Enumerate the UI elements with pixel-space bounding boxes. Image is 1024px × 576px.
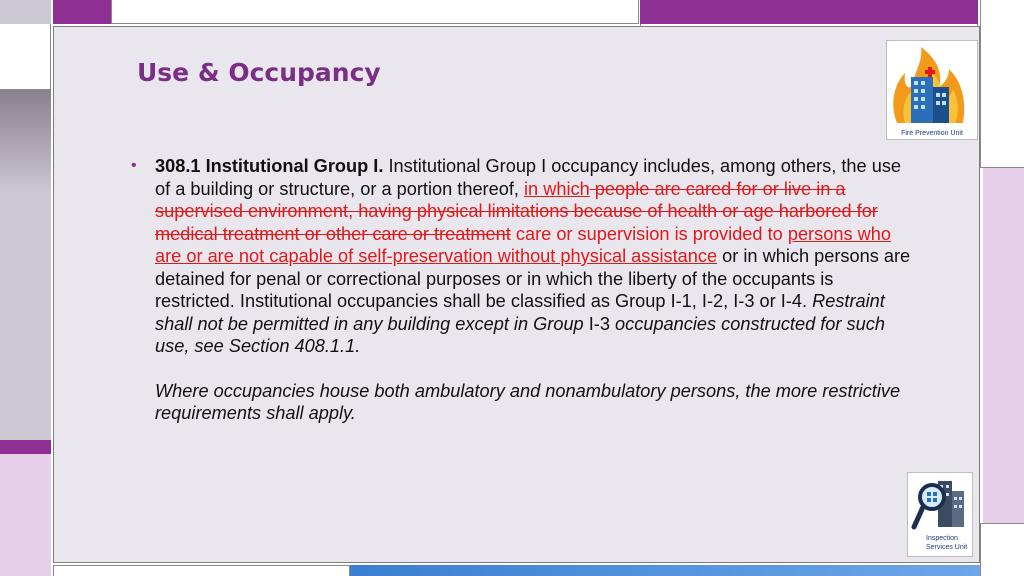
inserted-text-in-which: in which <box>524 178 590 199</box>
slide-title: Use & Occupancy <box>137 58 381 87</box>
deco-gray-left-mid <box>0 90 51 440</box>
paragraph-ambulatory: Where occupancies house both ambulatory and nonambulatory persons, the more restrictive requirements shall apply. <box>155 380 901 423</box>
inspection-caption-line2: Services Unit <box>926 544 968 551</box>
deco-pink-right <box>983 168 1024 523</box>
deco-white-bottom-left <box>53 565 350 576</box>
deco-white-right-bottom <box>980 523 1024 576</box>
inspection-caption-line1: Inspection <box>926 535 958 542</box>
text-middle: care or supervision is provided to <box>510 223 788 244</box>
bullet-marker: • <box>131 157 137 174</box>
deco-pink-left <box>0 454 51 576</box>
fire-building-icon <box>887 43 977 127</box>
text-i3: I-3 <box>588 313 610 334</box>
deco-purple-top-right <box>640 0 978 24</box>
deleted-text: people are cared for or live in a supervised environment, having physical limitations because of health or age harbored for medical treatment or other care or treatment <box>155 178 878 244</box>
deco-white-left-top <box>0 24 51 90</box>
inserted-text-self-preservation: persons who are or are not capable of self-preservation without physical assistance <box>155 223 891 266</box>
paragraph-308-1 <box>155 155 917 358</box>
text-intro: Institutional Group I occupancy includes, among others, the use of a building or structure, or a portion thereof, <box>155 156 902 199</box>
deco-white-right-top <box>980 0 1024 168</box>
italic-text-occupancies: occupancies constructed for such use, see Section 408.1.1. <box>155 313 885 356</box>
deco-blue-bottom-bar <box>350 565 980 576</box>
fire-prevention-logo <box>886 40 978 140</box>
text-after: or in which persons are detained for penal or correctional purposes or in which the liberty of the occupants is restricted. Institutional occupancies shall be classified as Group I-1, I-2, I-3 or I-4. <box>155 246 911 311</box>
deco-purple-top-left <box>53 0 111 24</box>
deco-white-top-center <box>111 0 639 24</box>
deco-purple-left <box>0 440 51 454</box>
bullet-text-block <box>131 155 917 425</box>
inspection-services-logo <box>907 472 973 557</box>
deco-gray-left-top <box>0 0 51 24</box>
fire-prevention-caption: Fire Prevention Unit <box>901 130 963 137</box>
italic-text-restraint: Restraint shall not be permitted in any building except in Group <box>155 291 885 334</box>
magnifier-building-icon <box>908 475 972 533</box>
section-heading: 308.1 Institutional Group I. <box>155 156 384 176</box>
